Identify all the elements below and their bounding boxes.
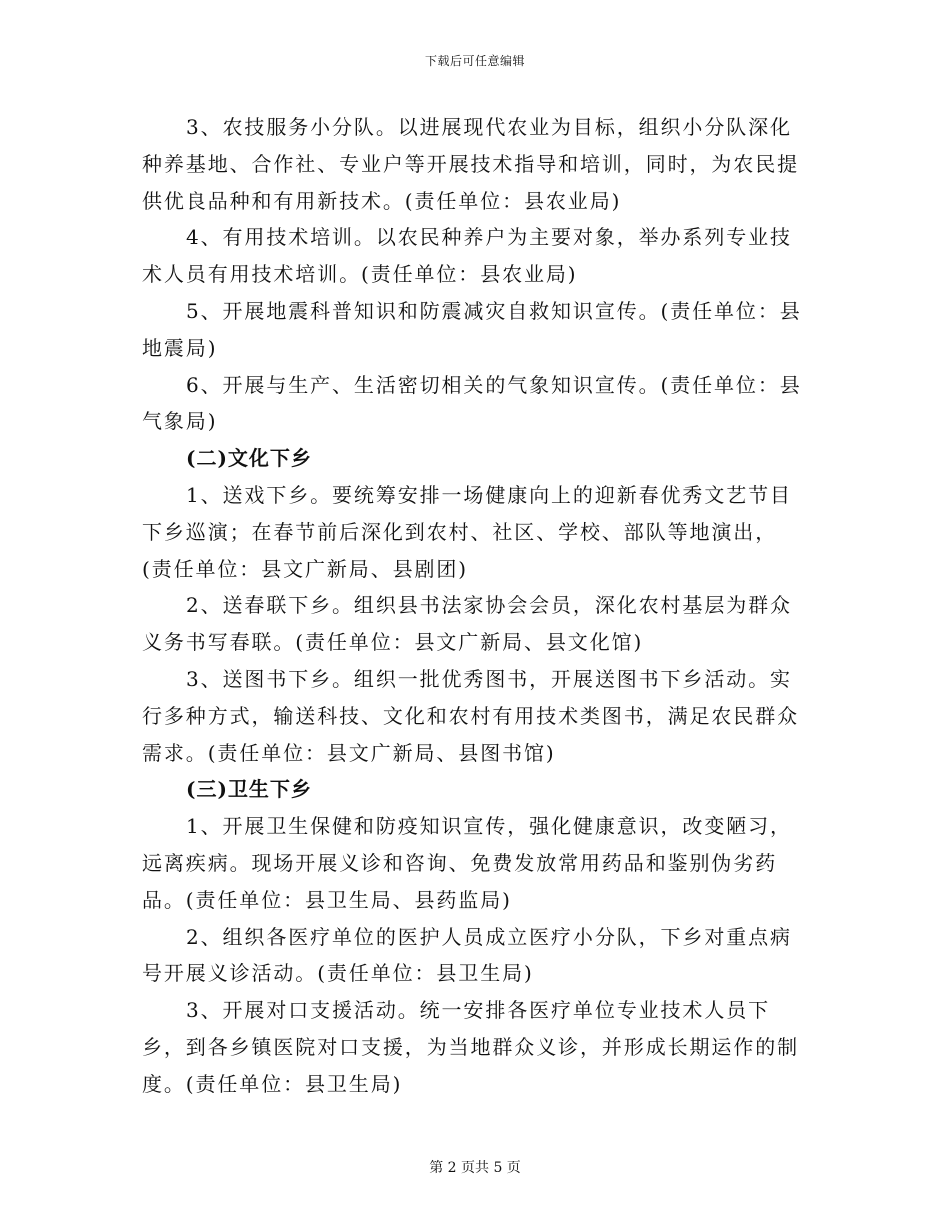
paragraph: 6、开展与生产、生活密切相关的气象知识宣传。(责任单位：县气象局) (142, 372, 802, 434)
paragraph: 4、有用技术培训。以农民种养户为主要对象，举办系列专业技术人员有用技术培训。(责任单位：县农业局) (142, 225, 792, 287)
page-footer: 第 2 页共 5 页 (429, 1160, 521, 1176)
paragraph: 1、开展卫生保健和防疫知识宣传，强化健康意识，改变陋习，远离疾病。现场开展义诊和咨询、免费发放常用药品和鉴别伪劣药品。(责任单位：县卫生局、县药监局) (142, 814, 792, 912)
section-heading: (二)文化下乡 (186, 446, 312, 471)
section-heading: (三)卫生下乡 (186, 777, 312, 802)
paragraph: 2、组织各医疗单位的医护人员成立医疗小分队，下乡对重点病号开展义诊活动。(责任单位：县卫生局) (142, 924, 792, 986)
document-body (142, 109, 808, 1103)
paragraph: 3、农技服务小分队。以进展现代农业为目标，组织小分队深化种养基地、合作社、专业户等开展技术指导和培训，同时，为农民提供优良品种和有用新技术。(责任单位：县农业局) (142, 115, 799, 213)
paragraph: 3、开展对口支援活动。统一安排各医疗单位专业技术人员下乡，到各乡镇医院对口支援，为当地群众义诊，并形成长期运作的制度。(责任单位：县卫生局) (142, 998, 799, 1096)
paragraph: 1、送戏下乡。要统筹安排一场健康向上的迎新春优秀文艺节目下乡巡演；在春节前后深化到农村、社区、学校、部队等地演出，(责任单位：县文广新局、县剧团) (142, 482, 792, 581)
paragraph: 3、送图书下乡。组织一批优秀图书，开展送图书下乡活动。实行多种方式，输送科技、文化和农村有用技术类图书，满足农民群众需求。(责任单位：县文广新局、县图书馆) (142, 666, 799, 765)
page-header: 下载后可任意编辑 (424, 54, 525, 68)
paragraph: 2、送春联下乡。组织县书法家协会会员，深化农村基层为群众义务书写春联。(责任单位：县文广新局、县文化馆) (142, 593, 792, 655)
paragraph: 5、开展地震科普知识和防震减灾自救知识宣传。(责任单位：县地震局) (142, 298, 802, 360)
